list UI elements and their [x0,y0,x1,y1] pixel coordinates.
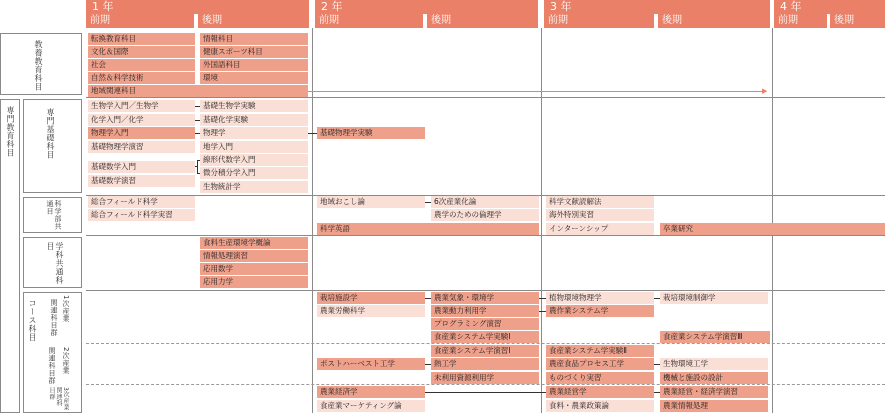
course-cell: 情報科目 [200,33,308,45]
course-cell: 文化＆国際 [88,46,195,58]
label-course: コース科目 [28,299,37,342]
connector [195,120,200,121]
course-cell: 未利用資源利用学 [431,372,539,384]
course-cell: 基礎数学演習 [88,175,195,187]
year-divider [541,28,542,413]
course-cell: 地学入門 [200,141,308,153]
course-cell: 農業経営・経済学演習 [660,386,768,398]
course-cell: 農業気象・環境学 [431,292,539,304]
continuation-arrow [308,91,763,92]
course-cell: 自然＆科学技術 [88,72,195,84]
year-1-header: 1 年 [86,0,309,14]
label-group1-a: 1次産業 [62,295,70,323]
course-cell: 栽培環境制御学 [660,292,768,304]
section-separator [86,290,885,291]
connector [539,298,546,299]
course-cell: 農産食品プロセス工学 [546,358,654,370]
course-cell: 食産業マーケティング論 [317,400,425,412]
group-separator [86,384,885,385]
course-cell: 基礎物理学実験 [317,127,425,139]
course-cell: 化学入門／化学 [88,114,195,126]
course-cell: 農作業システム学 [546,305,654,317]
year-2-header: 2 年 [315,0,538,14]
connector [195,106,200,107]
course-cell: 科学英語 [317,223,539,235]
label-kyoyo-box [0,33,82,95]
connector [195,133,200,134]
label-group2-b: 2次産業 [62,347,70,375]
course-cell: 食産業システム学実験Ⅱ [546,345,654,357]
term-1-first: 前期 [86,14,194,28]
label-group3-b: 3次産業 [62,387,69,411]
course-cell: 基礎化学実験 [200,114,308,126]
label-gakka: 学科共通科目 [46,242,64,285]
connector [308,133,317,134]
term-4-first: 前期 [774,14,827,28]
course-cell: 転換教育科目 [88,33,195,45]
course-cell: 応用数学 [200,263,308,275]
course-cell: 農業経営学 [546,386,654,398]
course-cell: 農業動力利用学 [431,305,539,317]
course-cell: 総合フィールド科学 [88,196,195,208]
term-3-first: 前期 [544,14,654,28]
course-cell: 総合フィールド科学実習 [88,209,195,221]
course-cell: 物理学入門 [88,127,195,139]
year-divider [312,28,313,413]
course-cell: 生物統計学 [200,181,308,193]
course-cell: プログラミング演習 [431,318,539,330]
arrow-head-icon: ▶ [762,87,768,95]
year-3-header: 3 年 [544,0,770,14]
course-cell: 外国語科目 [200,59,308,71]
connector [425,392,546,393]
course-cell: ものづくり実習 [546,372,654,384]
course-cell: 地域関連科目 [88,85,308,97]
course-cell: 線形代数学入門 [200,154,308,166]
course-cell: 物理学 [200,127,308,139]
course-cell: 農業経済学 [317,386,425,398]
course-cell: 食産業システム学実験Ⅰ [431,331,539,343]
course-cell: 基礎数学入門 [88,161,195,173]
label-gakubu-box [23,197,82,233]
group-separator [86,343,885,344]
term-4-second: 後期 [830,14,885,28]
term-2-first: 前期 [315,14,423,28]
course-cell: 栽培施設学 [317,292,425,304]
course-cell: 生物学入門／生物学 [88,100,195,112]
label-gakubu: 科学部共通目 [46,200,62,230]
term-1-second: 後期 [198,14,309,28]
course-cell: 卒業研究 [660,223,885,235]
label-group3-a: 関連科目群 [48,387,62,407]
connector [425,364,431,365]
label-group2-a: 関連科目群 [48,347,56,385]
connector [654,364,660,365]
course-cell: 応用力学 [200,276,308,288]
course-cell: 農業労働科学 [317,305,425,317]
label-senmon: 専門教育科目 [6,106,15,157]
connector [654,392,660,393]
label-kiso: 専門基礎科目 [46,108,55,159]
course-cell: 植物環境物理学 [546,292,654,304]
course-cell: 社会 [88,59,195,71]
course-cell: 農業情報処理 [660,400,768,412]
course-cell: 農学のための倫理学 [431,209,539,221]
label-gakka-box [23,237,82,288]
connector [197,173,200,174]
course-cell: 6次産業化論 [431,196,539,208]
course-cell: インターンシップ [546,223,654,235]
course-cell: 健康スポーツ科目 [200,46,308,58]
label-kiso-box [23,99,82,193]
course-cell: 基礎物理学演習 [88,141,195,153]
course-cell: 海外特別実習 [546,209,654,221]
course-cell: 基礎生物学実験 [200,100,308,112]
label-senmon-box [0,99,20,413]
connector [425,202,431,203]
term-3-second: 後期 [658,14,770,28]
course-cell: 食産業システム学演習Ⅲ [660,331,770,343]
connector [539,311,546,312]
connector [195,166,198,167]
year-4-header: 4 年 [774,0,885,14]
label-course-box [23,292,82,413]
course-cell: 科学文献読解法 [546,196,654,208]
course-cell: 食料・農業政策論 [546,400,654,412]
year-divider [772,28,773,413]
course-cell: 情報処理演習 [200,250,308,262]
course-cell: 食料生産環境学概論 [200,237,308,249]
connector [425,298,431,299]
connector [654,298,660,299]
course-cell: 食産業システム学演習Ⅰ [431,345,539,357]
course-cell: 地域おこし論 [317,196,425,208]
label-group1-b: 関連科目群 [50,299,58,337]
course-cell: 微分積分学入門 [200,167,308,179]
connector [197,160,200,161]
course-cell: 機械と施設の設計 [660,372,768,384]
course-cell: ポストハーベスト工学 [317,358,425,370]
term-2-second: 後期 [427,14,538,28]
course-cell: 熱工学 [431,358,539,370]
label-kyoyo: 教養教育科目 [34,40,43,91]
course-cell: 生物環境工学 [660,358,768,370]
section-separator [86,235,885,236]
section-separator [86,97,885,98]
course-cell: 環境 [200,72,308,84]
